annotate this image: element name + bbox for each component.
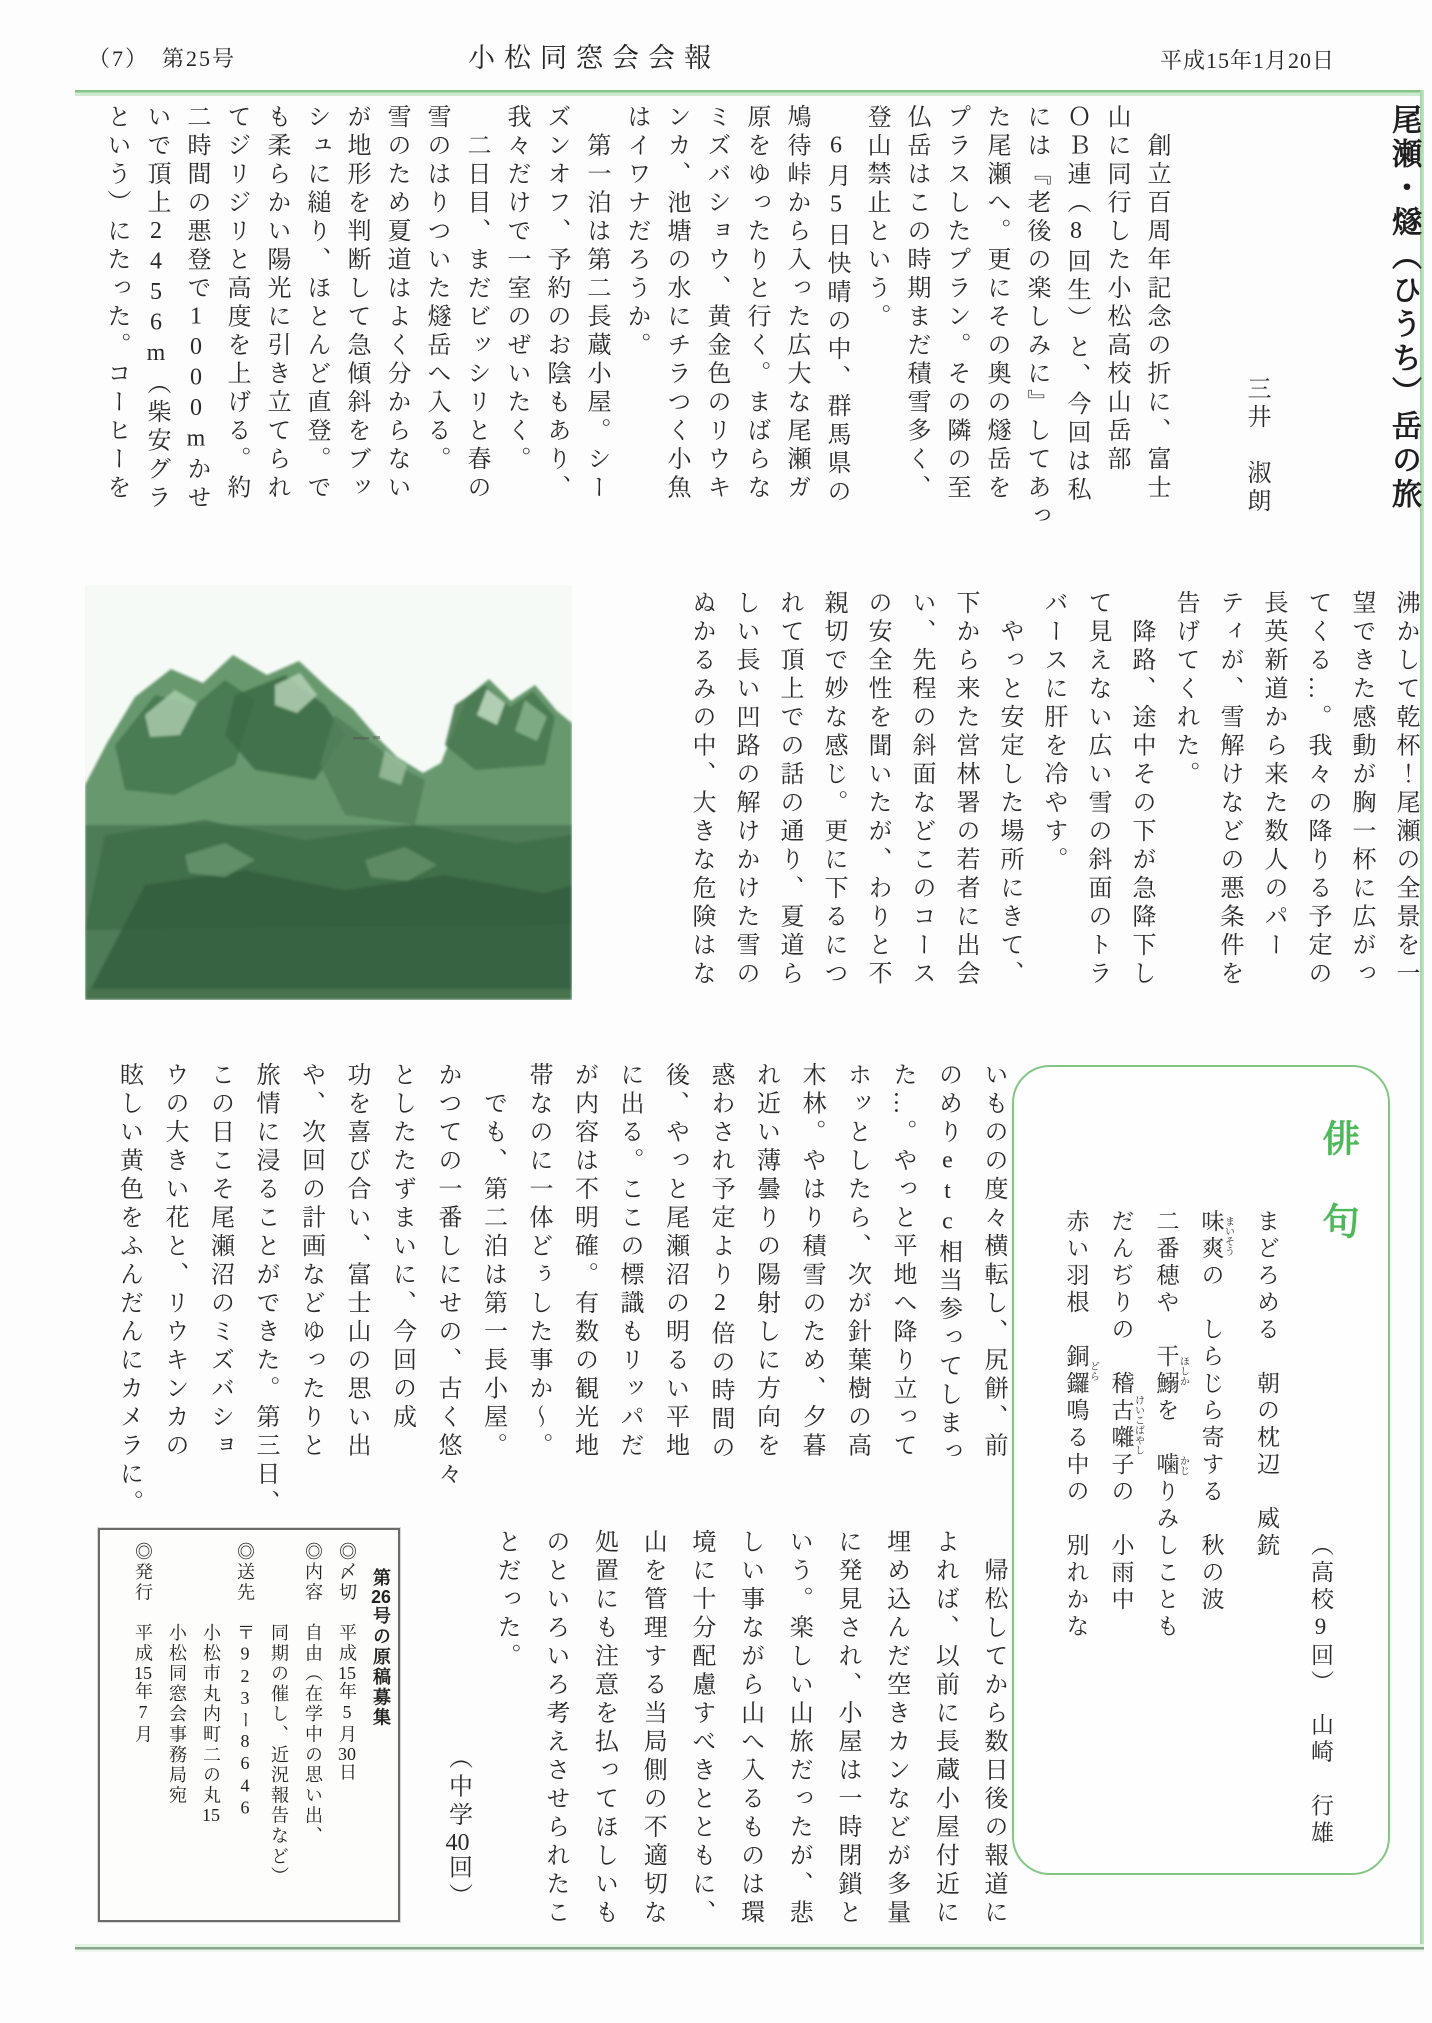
notice-box [98, 1528, 400, 1922]
text-column: はイワナだろうか。 [623, 104, 649, 361]
text-column: としたたずまいに、今回の成 [388, 1062, 415, 1433]
article-section-2 [660, 590, 1417, 1018]
text-column: 同期の催し、近況報告など） [269, 1542, 289, 1888]
text-column: が地形を判断して急傾斜をブッ [343, 104, 369, 503]
text-column: 下から来た営林署の若者に出会 [952, 590, 978, 989]
text-column: のといろいろ考えさせられたこ [541, 1529, 568, 1928]
text-column: 登山禁止という。 [863, 104, 889, 332]
photo-mountain-rocks [85, 585, 572, 1000]
text-column: ＯＢ連（8回生）と、今回は私 [1063, 104, 1089, 505]
text-column: れ近い薄曇りの陽射しに方向を [752, 1062, 779, 1461]
text-column: とだった。 [493, 1529, 520, 1672]
article-author: 三井 淑朗 [1243, 376, 1269, 516]
text-column: 小松市丸内町二の丸15 [201, 1542, 221, 1824]
text-column: 長英新道から来た数人のパー [1260, 590, 1286, 961]
text-column: しい事ながら山へ入るものは環 [736, 1529, 763, 1928]
text-column: てくる…。我々の降りる予定の [1304, 590, 1330, 989]
text-column: のめりetc相当参ってしまっ [934, 1062, 961, 1467]
text-column: に出る。ここの標識もリッパだ [616, 1062, 642, 1461]
notice-box-content [108, 1542, 390, 1908]
text-column: プラスしたプラン。その隣の至 [943, 104, 969, 503]
text-column: 沸かして乾杯！尾瀬の全景を一 [1392, 590, 1418, 989]
text-column: 眩しい黄色をふんだんにカメラに。 [115, 1062, 142, 1518]
page-number-issue: （7） 第25号 [88, 46, 237, 71]
text-column: 帰松してから数日後の報道に [980, 1529, 1006, 1928]
article-section-3 [95, 1062, 1005, 1524]
text-column: 帯なのに一体どぅした事か〜。 [525, 1062, 551, 1461]
text-column: 雪のはりついた燧岳へ入る。 [423, 104, 449, 475]
text-column: 二番穂や 干鰯 ほしかを 噛 かじりみしことも [1153, 1209, 1189, 1641]
text-column: 降路、途中その下が急降下し [1128, 590, 1154, 989]
notice-box-title: 第26号の原稿募集 [371, 1568, 391, 1729]
text-column: 親切で妙な感じ。更に下るにつ [820, 590, 846, 989]
text-column: 山を管理する当局側の不適切な [639, 1529, 666, 1928]
text-column: ウの大きい花と、リウキンカの [161, 1062, 187, 1461]
text-column: まどろめる 朝の枕辺 威銃 [1254, 1209, 1279, 1560]
text-column: 木林。やはり積雪のため、夕暮 [798, 1062, 824, 1461]
text-column: 赤い羽根 銅鑼 どら鳴る中の 別れかな [1063, 1209, 1099, 1641]
footer-rule-green [75, 1944, 1424, 1952]
text-column: だんぢりの 稽古囃子 けいこばやしの 小雨中 [1108, 1209, 1144, 1614]
text-column: い、先程の斜面などこのコース [908, 590, 934, 989]
text-column: いう。楽しい山旅だったが、悲 [785, 1529, 812, 1928]
haiku-box [1012, 1065, 1390, 1875]
text-column: 味爽 まいそうの しらじら寄する 秋の波 [1198, 1209, 1234, 1614]
haiku-attribution: （高校9回） 山崎 行雄 [1308, 1532, 1333, 1847]
text-column: ぬかるみの中、大きな危険はな [688, 590, 714, 989]
text-column: かつての一番しにせの、古く悠々 [434, 1062, 460, 1490]
article-section-1 [88, 104, 1418, 536]
text-column: やっと安定した場所にきて、 [996, 590, 1022, 989]
text-column: ティが、雪解けなどの悪条件を [1216, 590, 1242, 989]
text-column: て見えない広い雪の斜面のトラ [1084, 590, 1110, 989]
text-column: という）にたった。コーヒーを [103, 104, 129, 503]
article-section-4 [420, 1529, 1005, 1931]
text-column: でも、第二泊は第一長小屋。 [479, 1062, 506, 1461]
text-column: バースに肝を冷やす。 [1040, 590, 1066, 875]
text-column: の安全性を聞いたが、わりと不 [864, 590, 890, 989]
text-column: 小松同窓会事務局宛 [167, 1542, 187, 1806]
haiku-heading: 俳句 [1317, 1119, 1358, 1285]
text-column: れて頂上での話の通り、夏道ら [776, 590, 802, 989]
text-column: ホッとしたら、次が針葉樹の高 [843, 1062, 870, 1461]
text-column: てジリジリと高度を上げる。約 [223, 104, 249, 503]
text-column: この日こそ尾瀬沼のミズバショ [206, 1062, 233, 1461]
header-rule-green [75, 90, 1424, 96]
text-column: ズンオフ、予約のお陰もあり、 [543, 104, 569, 503]
text-column: 功を喜び合い、富士山の思い出 [343, 1062, 369, 1461]
text-column: に発見され、小屋は一時閉鎖と [833, 1529, 860, 1928]
text-column: 二時間の悪登で1000mかせ [183, 104, 209, 513]
right-margin-rule-green [1420, 90, 1424, 1952]
text-column: には『老後の楽しみに』してあっ [1023, 104, 1049, 532]
text-column: 望できた感動が胸一杯に広がっ [1348, 590, 1374, 989]
text-column: ◎発行 平成15年7月 [133, 1542, 153, 1745]
text-column: 雪のため夏道はよく分からない [383, 104, 409, 503]
text-column: ◎送先 〒923ー8646 [235, 1542, 255, 1820]
text-column: 仏岳はこの時期まだ積雪多く、 [903, 104, 929, 503]
text-column: いものの度々横転し、尻餅、前 [980, 1062, 1006, 1461]
text-column: 二日目、まだビッシリと春の [463, 104, 489, 503]
text-column: 第一泊は第二長蔵小屋。シー [583, 104, 609, 503]
text-column: 旅情に浸ることができた。第三日、 [252, 1062, 278, 1518]
text-column: いで頂上2456m（柴安グラ [143, 104, 169, 513]
text-column: シュに縋り、ほとんど直登。で [303, 104, 329, 503]
text-column: 惑わされ予定より2倍の時間の [707, 1062, 733, 1463]
article-title: 尾瀬・燧（ひうち）岳の旅 [1387, 104, 1420, 512]
newsletter-title: 小松同窓会会報 [468, 43, 720, 73]
text-column: た…。やっと平地へ降り立って [889, 1062, 915, 1461]
text-column: 埋め込んだ空きカンなどが多量 [882, 1529, 909, 1928]
text-column: が内容は不明確。有数の観光地 [570, 1062, 597, 1461]
text-column: ◎〆切 平成15年5月30日 [337, 1542, 357, 1784]
text-column: （中学40回） [444, 1529, 471, 1912]
text-column: ンカ、池塘の水にチラつく小魚 [663, 104, 689, 503]
text-column: 告げてくれた。 [1172, 590, 1198, 790]
text-column: 6月5日快晴の中、群馬県の [823, 132, 849, 507]
text-column: 境に十分配慮すべきとともに、 [687, 1529, 714, 1928]
text-column: 後、やっと尾瀬沼の明るい平地 [661, 1062, 688, 1461]
text-column: 処置にも注意を払ってほしいも [590, 1529, 617, 1928]
text-column: 鳩待峠から入った広大な尾瀬ガ [783, 104, 809, 503]
text-column: よれば、以前に長蔵小屋付近に [931, 1529, 958, 1928]
text-column: 我々だけで一室のぜいたく。 [503, 104, 529, 475]
text-column: も柔らかい陽光に引き立てられ [263, 104, 289, 503]
text-column: ◎内容 自由（在学中の思い出、 [303, 1542, 323, 1847]
text-column: 原をゆったりと行く。まばらな [743, 104, 769, 503]
text-column: ミズバショウ、黄金色のリウキ [703, 104, 729, 503]
text-column: しい長い凹路の解けかけた雪の [732, 590, 758, 989]
text-column: た尾瀬へ。更にその奥の燧岳を [983, 104, 1009, 503]
issue-date: 平成15年1月20日 [1160, 48, 1336, 73]
haiku-poems [1053, 1209, 1278, 1789]
text-column: 創立百周年記念の折に、富士 [1143, 104, 1169, 503]
text-column: や、次回の計画などゆったりと [297, 1062, 324, 1461]
photo-rocks-group [85, 655, 572, 1000]
text-column: 山に同行した小松高校山岳部 [1103, 104, 1129, 475]
